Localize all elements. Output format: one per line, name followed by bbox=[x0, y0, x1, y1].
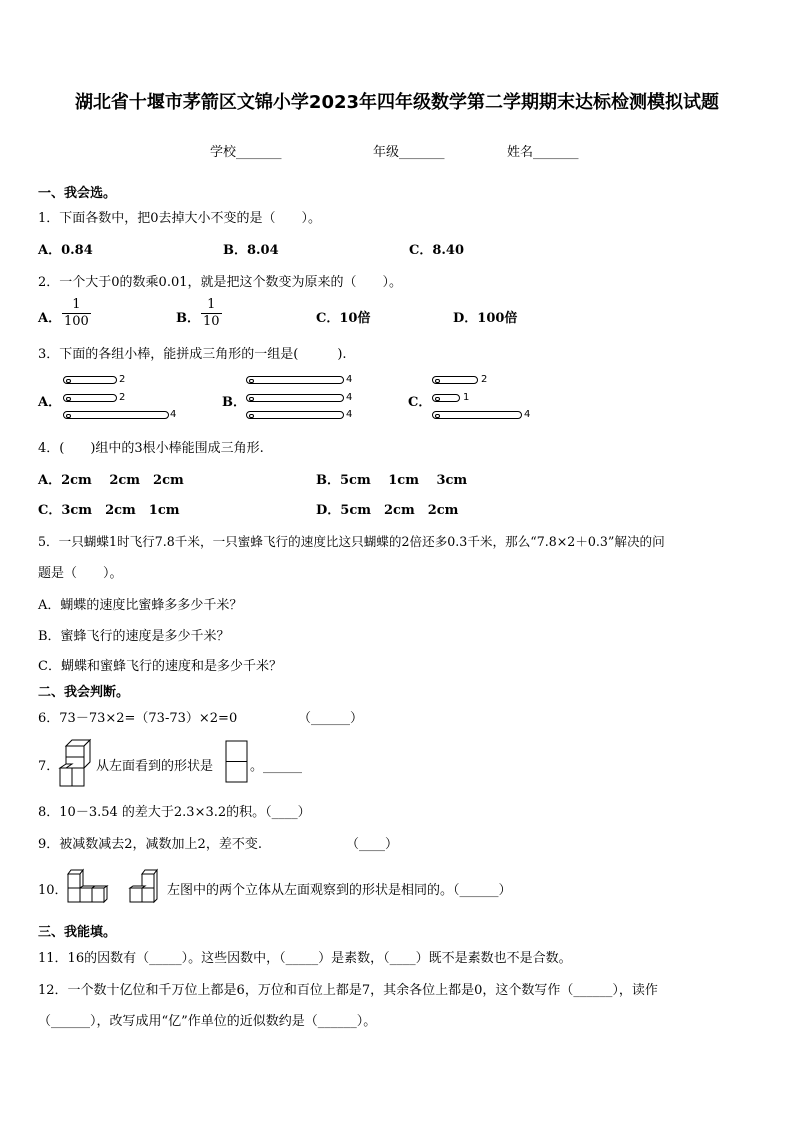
stick-length-label: 4 bbox=[524, 409, 531, 420]
stick-length-label: 4 bbox=[346, 409, 353, 420]
q4-option-d: D．5cm 2cm 2cm bbox=[316, 503, 459, 518]
stick-length-label: 2 bbox=[119, 392, 126, 403]
cube-stack-image bbox=[58, 738, 94, 788]
q4-option-b: B．5cm 1cm 3cm bbox=[316, 473, 468, 488]
q1-option-b: B．8.04 bbox=[223, 243, 279, 258]
question-12-line-2: （______），改写成用“亿”作单位的近似数约是（______）。 bbox=[38, 1014, 377, 1029]
stick-length-label: 1 bbox=[463, 392, 470, 403]
stick-length-label: 2 bbox=[119, 374, 126, 385]
fraction-denominator: 10 bbox=[203, 314, 220, 329]
grade-field: 年级_______ bbox=[373, 145, 445, 160]
question-11: 11．16的因数有（_____）。这些因数中，（_____）是素数，（____）既不是素数也不是合数。 bbox=[38, 951, 572, 966]
solid-figure-1-image bbox=[66, 866, 114, 906]
q1-option-c: C．8.40 bbox=[409, 243, 465, 258]
q6-answer-blank: （______） bbox=[298, 711, 364, 726]
section-2-heading: 二、我会判断。 bbox=[38, 685, 130, 700]
question-8: 8．10－3.54 的差大于2.3×3.2的积。（____） bbox=[38, 805, 311, 820]
q2-option-b-label: B． bbox=[176, 311, 200, 326]
question-1: 1．下面各数中，把0去掉大小不变的是（ ）。 bbox=[38, 211, 322, 226]
question-10-text: 左图中的两个立体从左面观察到的形状是相同的。（______） bbox=[167, 883, 512, 898]
q5-option-c: C．蝴蝶和蜜蜂飞行的速度和是多少千米？ bbox=[38, 659, 282, 674]
question-7-text: 从左面看到的形状是 bbox=[96, 759, 214, 774]
question-9: 9．被减数减去2，减数加上2，差不变. bbox=[38, 837, 262, 852]
stick-image bbox=[432, 411, 522, 419]
school-field: 学校_______ bbox=[210, 145, 282, 160]
q2-option-b-fraction bbox=[201, 297, 222, 330]
q4-option-a: A．2cm 2cm 2cm bbox=[38, 473, 184, 488]
question-5-line-1: 5．一只蝴蝶1时飞行7.8千米，一只蜜蜂飞行的速度比这只蝴蝶的2倍还多0.3千米，那么“7.8×2＋0.3”解决的问 bbox=[38, 534, 665, 549]
section-3-heading: 三、我能填。 bbox=[38, 925, 117, 940]
stick-image bbox=[432, 394, 460, 402]
question-10-number: 10． bbox=[38, 883, 68, 898]
stick-image bbox=[63, 411, 169, 419]
q5-option-b: B．蜜蜂飞行的速度是多少千米？ bbox=[38, 629, 230, 644]
q3-option-b-label: B． bbox=[222, 395, 246, 410]
q2-option-c: C．10倍 bbox=[316, 311, 371, 326]
question-2: 2．一个大于0的数乘0.01，就是把这个数变为原来的（ ）。 bbox=[38, 275, 402, 290]
q9-answer-blank: （____） bbox=[346, 837, 399, 852]
question-3: 3．下面的各组小棒，能拼成三角形的一组是( ). bbox=[38, 347, 347, 362]
stick-image bbox=[432, 376, 478, 384]
fraction-numerator: 1 bbox=[201, 297, 222, 314]
name-field: 姓名_______ bbox=[507, 145, 579, 160]
stick-image bbox=[63, 376, 117, 384]
page-title: 湖北省十堰市茅箭区文锦小学2023年四年级数学第二学期期末达标检测模拟试题 bbox=[74, 92, 720, 113]
question-5-line-2: 题是（ ）。 bbox=[38, 566, 123, 581]
q2-option-a-fraction bbox=[62, 297, 91, 330]
fraction-denominator: 100 bbox=[64, 314, 89, 329]
q4-option-c: C．3cm 2cm 1cm bbox=[38, 503, 180, 518]
stick-length-label: 4 bbox=[346, 392, 353, 403]
section-1-heading: 一、我会选。 bbox=[38, 186, 117, 201]
stick-length-label: 2 bbox=[481, 374, 488, 385]
q7-answer-blank: 。______ bbox=[250, 759, 303, 774]
q1-option-a: A．0.84 bbox=[38, 243, 93, 258]
stick-image bbox=[246, 394, 344, 402]
stick-length-label: 4 bbox=[170, 409, 177, 420]
solid-figure-2-image bbox=[128, 866, 168, 906]
q3-option-a-label: A． bbox=[38, 395, 62, 410]
question-12-line-1: 12．一个数十亿位和千万位上都是6，万位和百位上都是7，其余各位上都是0，这个数写作（______），读作 bbox=[38, 983, 658, 998]
left-view-shape-image bbox=[225, 740, 249, 784]
question-4: 4．( )组中的3根小棒能围成三角形. bbox=[38, 441, 264, 456]
stick-length-label: 4 bbox=[346, 374, 353, 385]
q2-option-d: D．100倍 bbox=[453, 311, 518, 326]
q5-option-a: A．蝴蝶的速度比蜜蜂多多少千米？ bbox=[38, 598, 243, 613]
q3-option-c-label: C． bbox=[408, 395, 432, 410]
question-6: 6．73－73×2=（73-73）×2=0 bbox=[38, 711, 238, 726]
stick-image bbox=[246, 376, 344, 384]
q2-option-a-label: A． bbox=[38, 311, 62, 326]
stick-image bbox=[246, 411, 344, 419]
stick-image bbox=[63, 394, 117, 402]
fraction-numerator: 1 bbox=[62, 297, 91, 314]
question-7-number: 7． bbox=[38, 759, 60, 774]
